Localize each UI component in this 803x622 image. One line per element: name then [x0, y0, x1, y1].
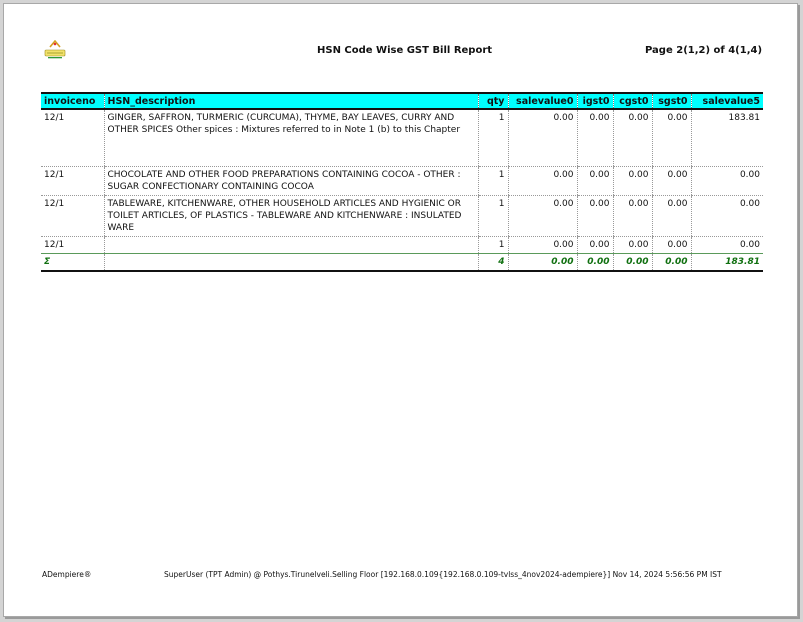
cell-hsn-description: GINGER, SAFFRON, TURMERIC (CURCUMA), THYME, BAY LEAVES, CURRY AND OTHER SPICES Other spices : Mixtures referred to in Note 1 (b) to this Chapter [104, 109, 478, 166]
cell-salevalue5: 0.00 [691, 236, 763, 253]
total-qty: 4 [478, 253, 508, 271]
column-header-hsn-description[interactable]: HSN_description [104, 93, 478, 109]
cell-igst0: 0.00 [577, 236, 613, 253]
cell-cgst0: 0.00 [613, 236, 652, 253]
report-title: HSN Code Wise GST Bill Report [317, 45, 493, 56]
cell-invoiceno: 12/1 [41, 195, 104, 236]
total-igst0: 0.00 [577, 253, 613, 271]
cell-salevalue5: 183.81 [691, 109, 763, 166]
cell-salevalue0: 0.00 [508, 166, 577, 195]
total-salevalue5: 183.81 [691, 253, 763, 271]
cell-invoiceno: 12/1 [41, 166, 104, 195]
total-sgst0: 0.00 [652, 253, 691, 271]
cell-qty: 1 [478, 166, 508, 195]
total-cgst0: 0.00 [613, 253, 652, 271]
table-row [41, 109, 763, 166]
cell-igst0: 0.00 [577, 109, 613, 166]
cell-hsn-description [104, 236, 478, 253]
cell-sgst0: 0.00 [652, 109, 691, 166]
cell-invoiceno: 12/1 [41, 236, 104, 253]
cell-sgst0: 0.00 [652, 236, 691, 253]
footer-session-info: SuperUser (TPT Admin) @ Pothys.Tirunelveli.Selling Floor [192.168.0.109{192.168.0.109-tvlss_4nov2024-adempiere}] Nov 14, 2024 5:56:56 PM IST [164, 570, 722, 579]
cell-igst0: 0.00 [577, 195, 613, 236]
column-header-salevalue0[interactable]: salevalue0 [508, 93, 577, 109]
cell-salevalue0: 0.00 [508, 236, 577, 253]
cell-salevalue5: 0.00 [691, 195, 763, 236]
page-info: Page 2(1,2) of 4(1,4) [645, 45, 763, 56]
total-salevalue0: 0.00 [508, 253, 577, 271]
table-header-row [41, 93, 763, 109]
cell-salevalue5: 0.00 [691, 166, 763, 195]
column-header-salevalue5[interactable]: salevalue5 [691, 93, 763, 109]
cell-sgst0: 0.00 [652, 166, 691, 195]
column-header-invoiceno[interactable]: invoiceno [41, 93, 104, 109]
total-empty-cell [104, 253, 478, 271]
table-row [41, 195, 763, 236]
cell-cgst0: 0.00 [613, 195, 652, 236]
cell-qty: 1 [478, 195, 508, 236]
cell-qty: 1 [478, 236, 508, 253]
cell-salevalue0: 0.00 [508, 195, 577, 236]
cell-salevalue0: 0.00 [508, 109, 577, 166]
cell-cgst0: 0.00 [613, 109, 652, 166]
table-row [41, 236, 763, 253]
cell-sgst0: 0.00 [652, 195, 691, 236]
total-row [41, 253, 763, 271]
total-label: Σ [41, 253, 104, 271]
footer-brand: ADempiere® [42, 570, 92, 579]
column-header-cgst0[interactable]: cgst0 [613, 93, 652, 109]
column-header-sgst0[interactable]: sgst0 [652, 93, 691, 109]
report-table [41, 92, 763, 272]
cell-hsn-description: TABLEWARE, KITCHENWARE, OTHER HOUSEHOLD ARTICLES AND HYGIENIC OR TOILET ARTICLES, OF PLASTICS - TABLEWARE AND KITCHENWARE : INSULATED WARE [104, 195, 478, 236]
column-header-igst0[interactable]: igst0 [577, 93, 613, 109]
company-logo-icon [42, 40, 68, 60]
column-header-qty[interactable]: qty [478, 93, 508, 109]
cell-invoiceno: 12/1 [41, 109, 104, 166]
cell-qty: 1 [478, 109, 508, 166]
table-row [41, 166, 763, 195]
report-page [3, 3, 798, 617]
cell-igst0: 0.00 [577, 166, 613, 195]
cell-cgst0: 0.00 [613, 166, 652, 195]
cell-hsn-description: CHOCOLATE AND OTHER FOOD PREPARATIONS CONTAINING COCOA - OTHER : SUGAR CONFECTIONARY CONTAINING COCOA [104, 166, 478, 195]
